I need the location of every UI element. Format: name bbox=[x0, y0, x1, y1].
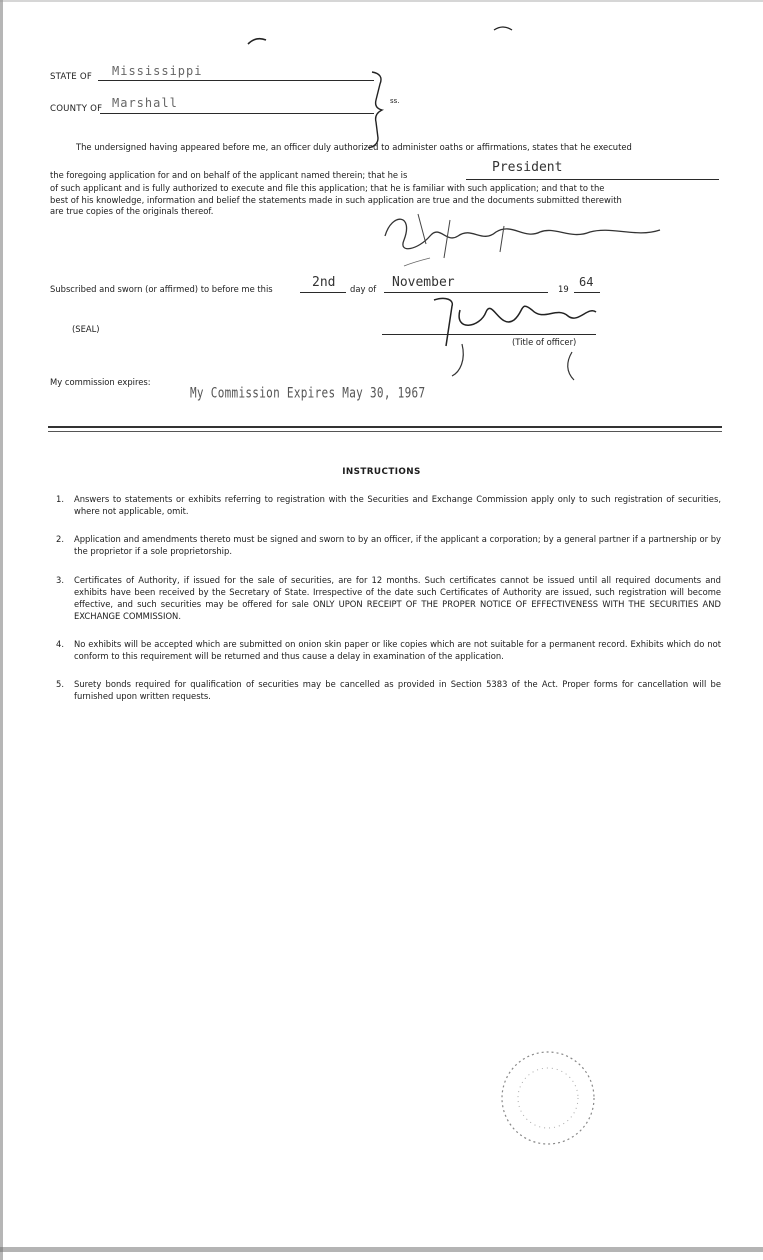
commission-label: My commission expires: bbox=[50, 377, 151, 387]
year-prefix: 19 bbox=[558, 284, 569, 294]
oath-line-4: best of his knowledge, information and belief the statements made in such application are true and the documents submitted therewith bbox=[50, 195, 622, 205]
notary-signature-stroke bbox=[568, 352, 574, 380]
oath-line-3: of such applicant and is fully authorized to execute and file this application; that he is familiar with such application; and that to the bbox=[50, 183, 605, 193]
ss-bracket bbox=[368, 72, 382, 148]
oath-line-5: are true copies of the originals thereof. bbox=[50, 206, 214, 216]
instruction-text: Application and amendments thereto must be signed and sworn to by an officer, if the applicant a corporation; by a general partner if a partnership or by the proprietor if a sole proprietorship. bbox=[74, 534, 721, 556]
subscribed-label: Subscribed and sworn (or affirmed) to before me this bbox=[50, 284, 273, 294]
instruction-number: 4. bbox=[56, 639, 64, 649]
instruction-text: Answers to statements or exhibits referring to registration with the Securities and Exchange Commission apply only to such registration of securities, where not applicable, omit. bbox=[74, 494, 721, 516]
state-label: STATE OF bbox=[50, 72, 92, 82]
affiant-signature bbox=[385, 219, 660, 249]
instructions-heading: INSTRUCTIONS bbox=[342, 467, 421, 477]
notary-signature bbox=[434, 298, 596, 346]
day-of-label: day of bbox=[350, 284, 377, 294]
affiant-signature-tail bbox=[404, 258, 430, 266]
day-value: 2nd bbox=[312, 275, 336, 290]
county-value: Marshall bbox=[112, 96, 178, 110]
title-of-officer-label: (Title of officer) bbox=[512, 337, 577, 347]
instruction-text: No exhibits will be accepted which are submitted on onion skin paper or like copies which are not suitable for a permanent record. Exhibits which do not conform to this requirement will be returned and thus cause a delay in examination of the application. bbox=[74, 639, 721, 661]
notary-signature-stroke bbox=[452, 344, 463, 376]
month-value: November bbox=[392, 275, 455, 290]
instruction-number: 2. bbox=[56, 534, 64, 544]
top-tick-mark bbox=[494, 27, 512, 30]
county-label: COUNTY OF bbox=[50, 104, 103, 114]
top-tick-mark bbox=[248, 39, 266, 44]
state-value: Mississippi bbox=[112, 64, 203, 78]
oath-line-2: the foregoing application for and on behalf of the applicant named therein; that he is bbox=[50, 170, 408, 180]
ss-label: ss. bbox=[390, 97, 400, 105]
instruction-text: Surety bonds required for qualification of securities may be cancelled as provided in Section 5383 of the Act. Proper forms for cancellation will be furnished upon written requests. bbox=[74, 679, 721, 701]
embossed-seal bbox=[502, 1052, 594, 1144]
seal-label: (SEAL) bbox=[72, 324, 100, 334]
instruction-number: 1. bbox=[56, 494, 64, 504]
oath-line-1: The undersigned having appeared before me, an officer duly authorized to administer oaths or affirmations, states that he executed bbox=[76, 142, 632, 152]
instruction-number: 5. bbox=[56, 679, 64, 689]
commission-expires-stamp: My Commission Expires May 30, 1967 bbox=[190, 385, 426, 402]
officer-title-value: President bbox=[492, 160, 563, 175]
embossed-seal-inner bbox=[518, 1068, 578, 1128]
year-value: 64 bbox=[579, 275, 594, 289]
affiant-signature-strokes bbox=[418, 214, 504, 258]
instruction-number: 3. bbox=[56, 575, 64, 585]
instruction-text: Certificates of Authority, if issued for the sale of securities, are for 12 months. Such certificates cannot be issued until all required documents and exhibits have been received by the Secretary of State. Irrespective of the date such Certificates of Authority are issued, such registration will become effective, and such securities may be offered for sale ONLY UPON RECEIPT OF THE PROPER NOTICE OF EFFECTIVENESS WITH THE SECURITIES AND EXCHANGE COMMISSION. bbox=[74, 575, 721, 621]
